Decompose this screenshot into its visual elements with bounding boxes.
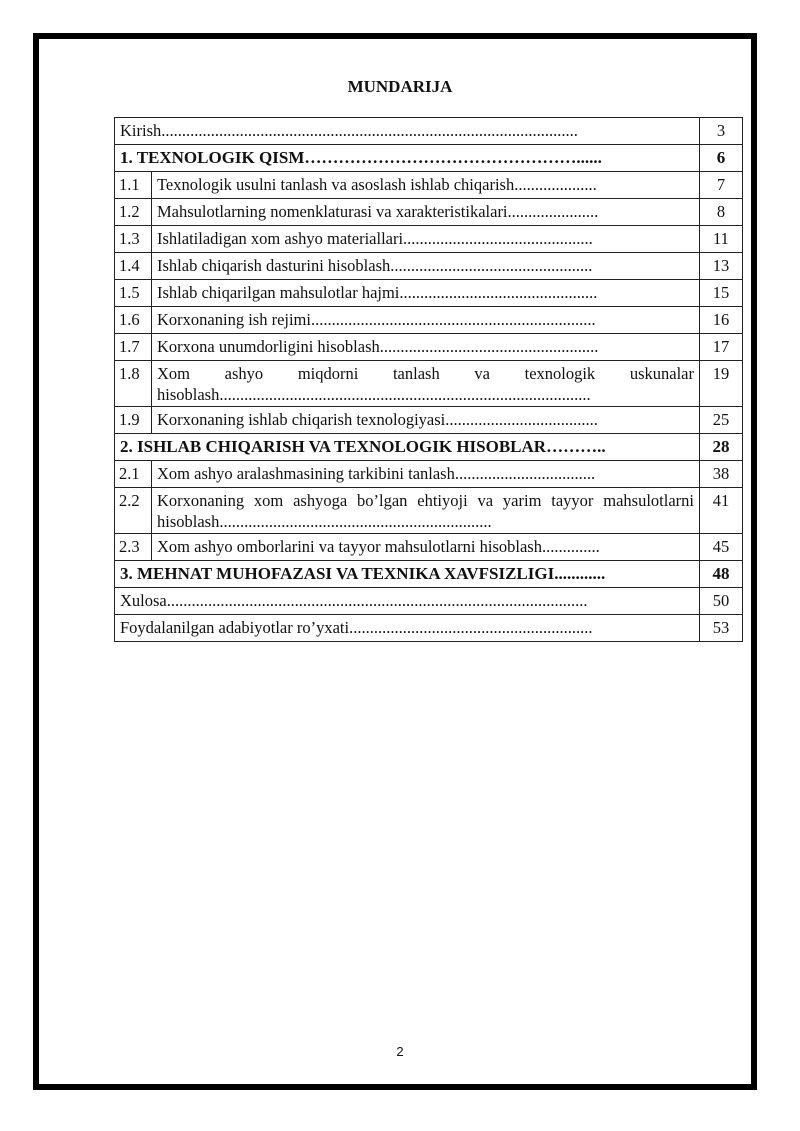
toc-item-number: 2.1 bbox=[115, 461, 152, 488]
toc-page-number: 50 bbox=[700, 588, 743, 615]
toc-page-number: 6 bbox=[700, 145, 743, 172]
toc-item-number: 1.9 bbox=[115, 407, 152, 434]
toc-page-number: 7 bbox=[700, 172, 743, 199]
toc-item-text: Korxonaning xom ashyoga bo’lgan ehtiyoji va yarim tayyor mahsulotlarni hisoblash.................................................................. bbox=[152, 488, 700, 534]
toc-item-text: Ishlatiladigan xom ashyo materiallari.............................................. bbox=[152, 226, 700, 253]
toc-row-xulosa bbox=[115, 588, 743, 615]
toc-entry-text: Kirish..................................................................................................... bbox=[115, 118, 700, 145]
toc-page-number: 15 bbox=[700, 280, 743, 307]
page-number: 2 bbox=[396, 1044, 404, 1059]
toc-page-number: 3 bbox=[700, 118, 743, 145]
toc-row-adabiyotlar bbox=[115, 615, 743, 642]
toc-page-number: 48 bbox=[700, 561, 743, 588]
toc-item-number: 1.3 bbox=[115, 226, 152, 253]
toc-item-text: Xom ashyo omborlarini va tayyor mahsulotlarni hisoblash.............. bbox=[152, 534, 700, 561]
toc-row-1-4 bbox=[115, 253, 743, 280]
toc-item-text: Mahsulotlarning nomenklaturasi va xarakteristikalari...................... bbox=[152, 199, 700, 226]
toc-item-text: Korxonaning ishlab chiqarish texnologiyasi..................................... bbox=[152, 407, 700, 434]
toc-row-2-1 bbox=[115, 461, 743, 488]
toc-row-1-8 bbox=[115, 361, 743, 407]
toc-item-text: Korxonaning ish rejimi..................................................................... bbox=[152, 307, 700, 334]
toc-row-2-3 bbox=[115, 534, 743, 561]
toc-page-number: 25 bbox=[700, 407, 743, 434]
toc-row-section-2 bbox=[115, 434, 743, 461]
toc-page-number: 41 bbox=[700, 488, 743, 534]
toc-item-number: 1.6 bbox=[115, 307, 152, 334]
toc-section-title: 3. MEHNAT MUHOFAZASI VA TEXNIKA XAVFSIZLIGI............ bbox=[115, 561, 700, 588]
toc-item-number: 1.1 bbox=[115, 172, 152, 199]
toc-row-1-9 bbox=[115, 407, 743, 434]
table-of-contents bbox=[114, 117, 743, 642]
toc-page-number: 8 bbox=[700, 199, 743, 226]
toc-page-number: 28 bbox=[700, 434, 743, 461]
toc-item-text: Texnologik usulni tanlash va asoslash ishlab chiqarish.................... bbox=[152, 172, 700, 199]
toc-page-number: 11 bbox=[700, 226, 743, 253]
toc-item-number: 2.3 bbox=[115, 534, 152, 561]
toc-item-number: 1.2 bbox=[115, 199, 152, 226]
toc-row-section-1 bbox=[115, 145, 743, 172]
toc-section-title: 1. TEXNOLOGIK QISM…………………………………………...... bbox=[115, 145, 700, 172]
toc-page-number: 16 bbox=[700, 307, 743, 334]
toc-row-2-2 bbox=[115, 488, 743, 534]
page-title: MUNDARIJA bbox=[347, 77, 453, 96]
toc-item-number: 1.8 bbox=[115, 361, 152, 407]
toc-page-number: 53 bbox=[700, 615, 743, 642]
toc-page-number: 45 bbox=[700, 534, 743, 561]
toc-section-title: 2. ISHLAB CHIQARISH VA TEXNOLOGIK HISOBLAR……….. bbox=[115, 434, 700, 461]
toc-row-1-3 bbox=[115, 226, 743, 253]
toc-row-section-3 bbox=[115, 561, 743, 588]
toc-row-1-5 bbox=[115, 280, 743, 307]
toc-row-1-6 bbox=[115, 307, 743, 334]
toc-entry-text: Foydalanilgan adabiyotlar ro’yxati........................................................... bbox=[115, 615, 700, 642]
toc-page-number: 17 bbox=[700, 334, 743, 361]
toc-page-number: 38 bbox=[700, 461, 743, 488]
toc-item-text: Korxona unumdorligini hisoblash..................................................... bbox=[152, 334, 700, 361]
toc-item-text: Xom ashyo aralashmasining tarkibini tanlash.................................. bbox=[152, 461, 700, 488]
toc-page-number: 13 bbox=[700, 253, 743, 280]
toc-entry-text: Xulosa...................................................................................................... bbox=[115, 588, 700, 615]
toc-item-number: 1.4 bbox=[115, 253, 152, 280]
toc-row-1-1 bbox=[115, 172, 743, 199]
toc-row-1-2 bbox=[115, 199, 743, 226]
toc-row-1-7 bbox=[115, 334, 743, 361]
toc-item-text: Ishlab chiqarilgan mahsulotlar hajmi................................................ bbox=[152, 280, 700, 307]
toc-row-kirish bbox=[115, 118, 743, 145]
toc-item-text: Xom ashyo miqdorni tanlash va texnologik uskunalar hisoblash.......................................................................................... bbox=[152, 361, 700, 407]
toc-page-number: 19 bbox=[700, 361, 743, 407]
toc-item-number: 1.7 bbox=[115, 334, 152, 361]
toc-item-number: 2.2 bbox=[115, 488, 152, 534]
toc-item-number: 1.5 bbox=[115, 280, 152, 307]
toc-item-text: Ishlab chiqarish dasturini hisoblash................................................. bbox=[152, 253, 700, 280]
